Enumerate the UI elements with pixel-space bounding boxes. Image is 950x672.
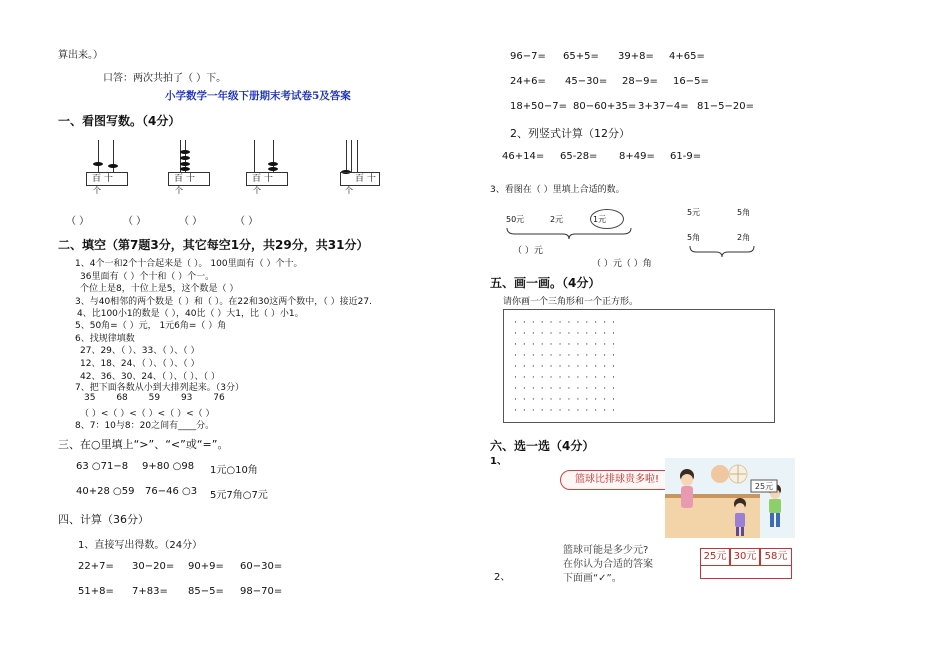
compare-6: 5元7角○7元 (210, 490, 268, 501)
top-line: 算出来。） (58, 50, 103, 61)
abacus-answer-1: （ ） (66, 216, 90, 227)
dot-grid[interactable] (503, 309, 775, 423)
section-5-heading: 五、画一画。（4分） (490, 276, 601, 290)
r2-2: 45−30= (565, 76, 608, 87)
brace-2 (688, 244, 758, 258)
hint-line-1: 篮球可能是多少元? (563, 545, 649, 556)
section-3-heading: 三、在○里填上“>”、“<”或“=”。 (58, 438, 229, 451)
price-tag-text: 25元 (754, 482, 774, 491)
draw-question: 请你画一个三角形和一个正方形。 (503, 297, 639, 307)
section-4-heading: 四、计算（36分） (58, 513, 149, 526)
dot-row: · · · · · · · · · · · · (514, 351, 617, 361)
r1-3: 39+8= (618, 51, 654, 62)
q1b: 36里面有（ ）个十和（ ）个一。 (80, 272, 215, 282)
dot-row: · · · · · · · · · · · · (514, 406, 617, 416)
money-1yuan: 1元 (593, 215, 607, 224)
q8: 8、7：10与8：20之间有____分。 (75, 421, 215, 431)
abacus-3: 百 十 个 (246, 140, 288, 196)
speech-bubble (560, 470, 674, 490)
oral-answer: 口答：两次共拍了（ ）下。 (103, 73, 227, 84)
r1-1: 96−7= (510, 51, 546, 62)
money-2yuan: 2元 (550, 215, 564, 224)
abacus-4: 百 十 个 (340, 140, 382, 196)
choice-number-2: 2、 (494, 572, 511, 583)
r3-3: 3+37−4= (638, 101, 689, 112)
hint-line-2: 在你认为合适的答案 (563, 559, 653, 570)
calc-2-3: 85−5= (188, 586, 224, 597)
r3-2: 80−60+35= (573, 101, 637, 112)
hint-line-3: 下面画“✓”。 (563, 573, 622, 584)
brace-1 (505, 226, 635, 240)
money-50yuan: 50元 (506, 215, 525, 224)
calc-2-4: 98−70= (240, 586, 283, 597)
calc-1-2: 30−20= (132, 561, 175, 572)
r2-3: 28−9= (622, 76, 658, 87)
speech-bubble-text: 篮球比排球贵多啦! (574, 474, 659, 485)
r4-1: 46+14= (502, 151, 545, 162)
dot-row: · · · · · · · · · · · · (514, 362, 617, 372)
r4-3: 8+49= (619, 151, 655, 162)
price-option-25-label: 25元 (703, 551, 727, 562)
money-2jiao: 2角 (737, 233, 751, 242)
calc-1-3: 90+9= (188, 561, 224, 572)
abacus-1-label: 百 十 (92, 174, 113, 184)
dot-row: · · · · · · · · · · · · (514, 329, 617, 339)
q7: 7、把下面各数从小到大排列起来。（3分） (75, 383, 244, 393)
q6c: 42、36、30、24、（ ）、（ ）、（ ） (80, 372, 220, 382)
price-option-30-label: 30元 (733, 551, 757, 562)
q-money-heading: 3、看图在（ ）里填上合适的数。 (490, 185, 625, 195)
price-option-25[interactable] (700, 548, 730, 566)
abacus-4-label: 百 十 (355, 174, 376, 184)
section-1-heading: 一、看图写数。（4分） (58, 114, 181, 128)
money-5jiao-a: 5角 (737, 208, 751, 217)
q6a: 27、29、（ ）、33、（ ）、（ ） (80, 346, 200, 356)
r1-4: 4+65= (669, 51, 705, 62)
abacus-2-label: 百 十 (174, 174, 195, 184)
compare-4: 40+28 ○59 (76, 486, 135, 497)
q2: 个位上是8，十位上是5，这个数是（ ） (80, 284, 239, 294)
money-answer-2: （ ）元（ ）角 (592, 259, 652, 269)
q6b: 12、18、24、（ ）、（ ）、（ ） (80, 359, 200, 369)
abacus-3-label: 百 十 (252, 174, 273, 184)
r1-2: 65+5= (563, 51, 599, 62)
calc-2-1: 51+8= (78, 586, 114, 597)
r4-4: 61-9= (670, 151, 702, 162)
q7-order: （ ）<（ ）<（ ）<（ ）<（ ） (80, 409, 215, 419)
dot-row: · · · · · · · · · · · · (514, 318, 617, 328)
price-option-30[interactable] (730, 548, 760, 566)
q3: 3、与40相邻的两个数是（ ）和（ ）。在22和30这两个数中，（ ）接近27. (75, 297, 372, 307)
dot-row: · · · · · · · · · · · · (514, 395, 617, 405)
abacus-answer-4: （ ） (235, 216, 259, 227)
compare-5: 76−46 ○3 (145, 486, 198, 497)
calc-1-1: 22+7= (78, 561, 114, 572)
dot-row: · · · · · · · · · · · · (514, 373, 617, 383)
q1a: 1、4个一和2个十合起来是（ ）。 100里面有（ ）个十。 (75, 259, 303, 269)
dot-row: · · · · · · · · · · · · (514, 384, 617, 394)
q6: 6、找规律填数 (75, 334, 135, 344)
abacus-1: 百 十 个 (86, 140, 128, 196)
q7-numbers: 35 68 59 93 76 (84, 393, 225, 403)
abacus-2: 百 十 个 (168, 140, 210, 196)
page-title: 小学数学一年级下册期末考试卷5及答案 (165, 90, 351, 102)
q4: 4、比100小1的数是（ ），40比（ ）大1，比（ ）小1。 (77, 309, 304, 319)
compare-2: 9+80 ○98 (142, 461, 195, 472)
money-answer-1: （ ）元 (513, 246, 543, 256)
compare-1: 63 ○71−8 (76, 461, 129, 472)
r2-1: 24+6= (510, 76, 546, 87)
r2-4: 16−5= (673, 76, 709, 87)
abacus-answer-2: （ ） (123, 216, 147, 227)
r3-4: 81−5−20= (697, 101, 754, 112)
section-6-heading: 六、选一选（4分） (490, 439, 595, 453)
shop-illustration (665, 458, 795, 538)
money-5yuan: 5元 (687, 208, 701, 217)
section-2-heading: 二、填空（第7题3分，其它每空1分，共29分，共31分） (58, 238, 369, 252)
r4-2: 65-28= (560, 151, 598, 162)
abacus-answer-3: （ ） (179, 216, 203, 227)
choice-number-1: 1、 (490, 456, 507, 467)
q5: 5、50角=（ ）元， 1元6角=（ ）角 (75, 321, 227, 331)
calc-subheading-1: 1、直接写出得数。（24分） (78, 540, 203, 551)
money-5jiao-b: 5角 (687, 233, 701, 242)
dot-row: · · · · · · · · · · · · (514, 340, 617, 350)
price-option-58[interactable] (760, 548, 792, 566)
calc-1-4: 60−30= (240, 561, 283, 572)
compare-3: 1元○10角 (210, 465, 258, 476)
calc-2-2: 7+83= (132, 586, 168, 597)
calc-subheading-2: 2、列竖式计算（12分） (510, 127, 630, 140)
price-option-58-label: 58元 (764, 551, 788, 562)
r3-1: 18+50−7= (510, 101, 567, 112)
answer-box-row[interactable] (700, 566, 792, 579)
